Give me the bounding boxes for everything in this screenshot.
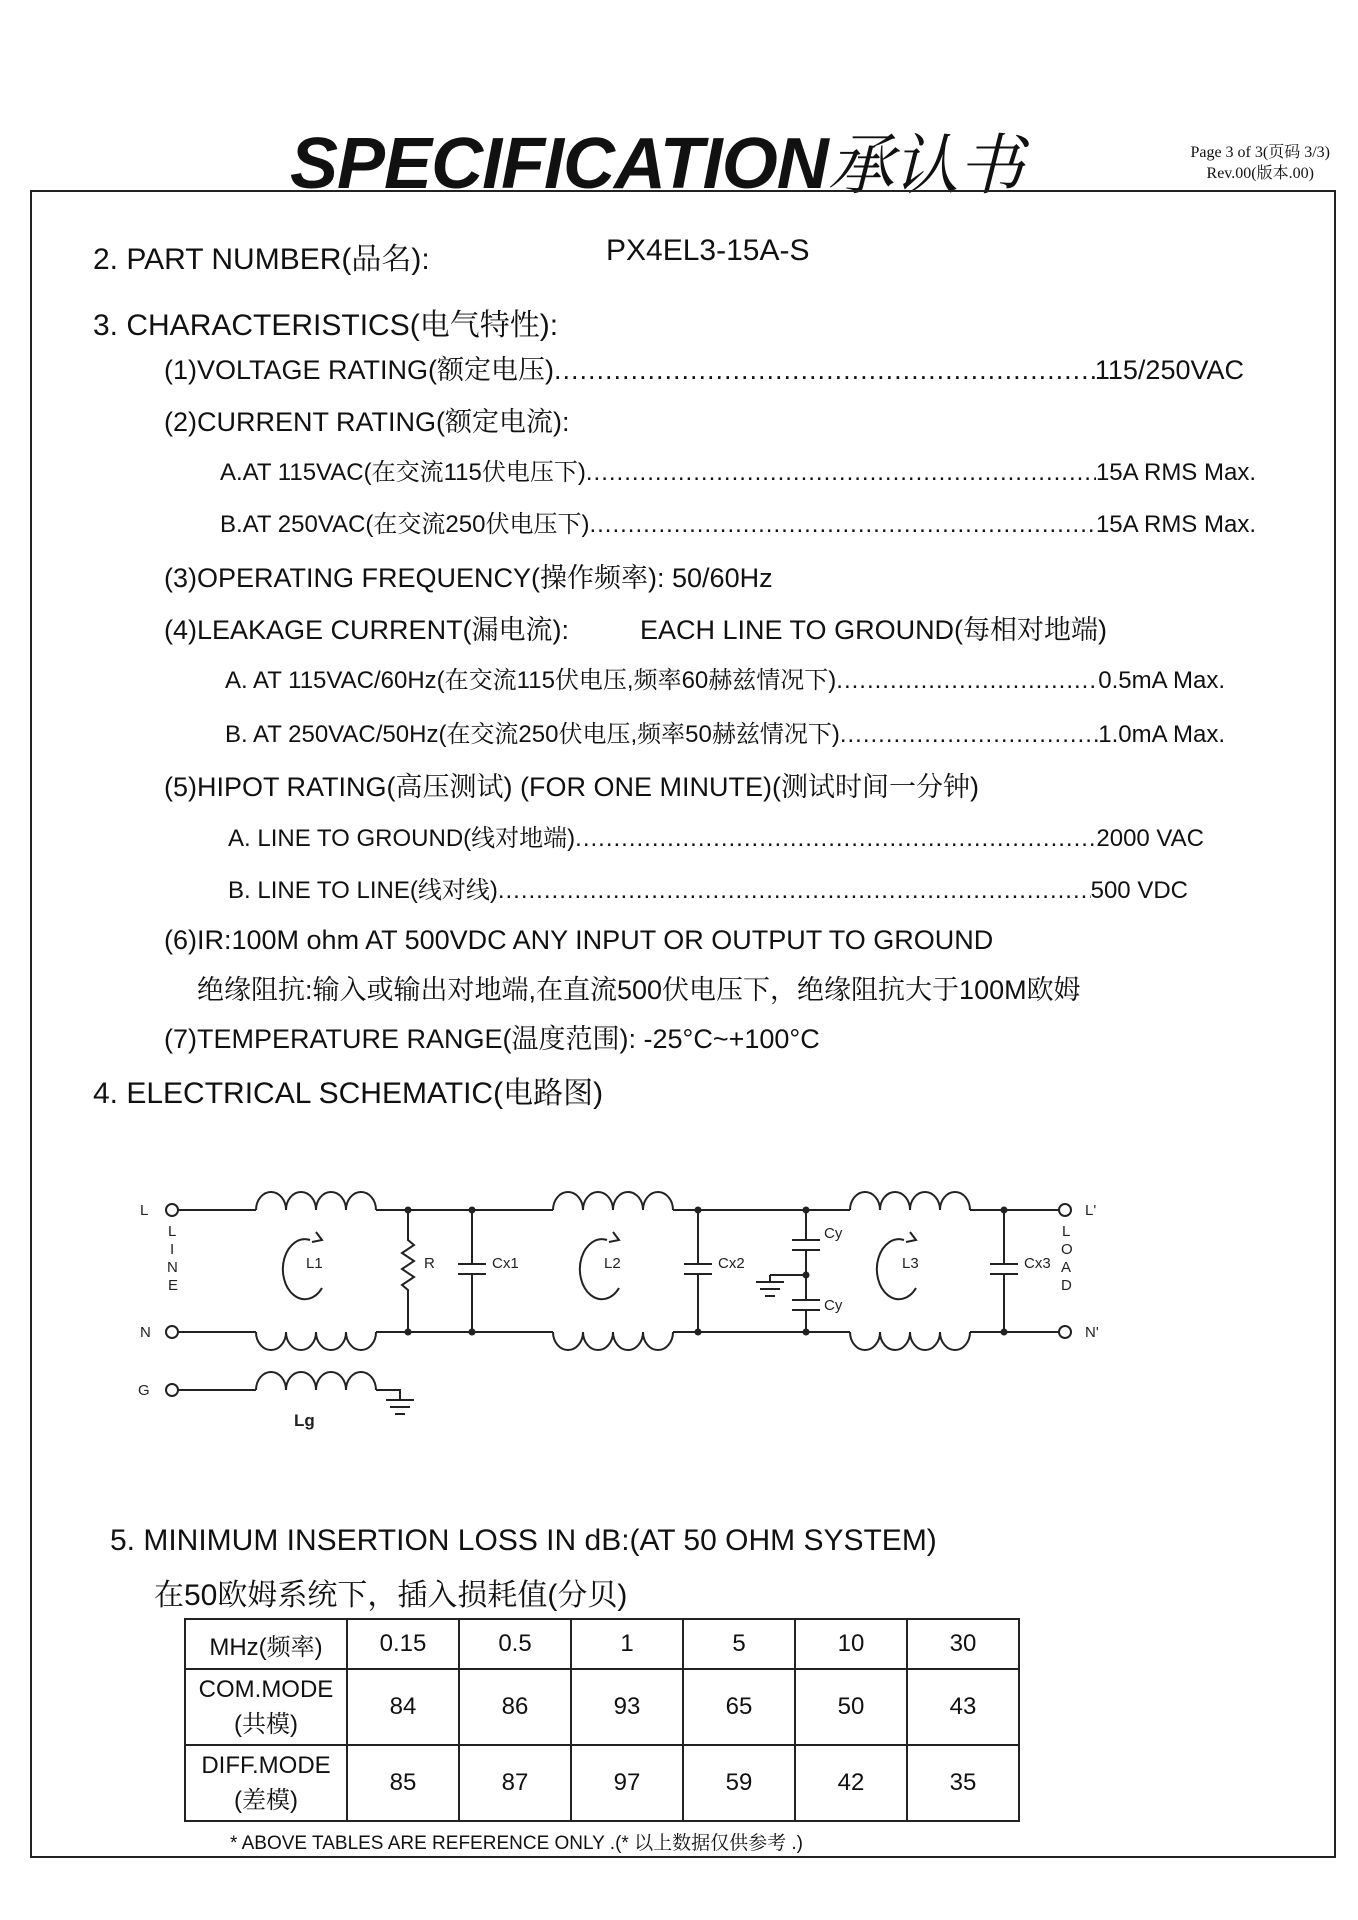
value-cell: 43	[907, 1669, 1019, 1745]
label-L3: L3	[902, 1255, 919, 1272]
header-label-cell: MHz(频率)	[185, 1619, 347, 1669]
label-line-2: I	[170, 1241, 175, 1258]
insertion-loss-heading: 5. MINIMUM INSERTION LOSS IN dB:(AT 50 OHM SYSTEM)	[110, 1524, 937, 1557]
part-number-value: PX4EL3-15A-S	[606, 234, 810, 267]
current-a-label: A.AT 115VAC(在交流115伏电压下)	[220, 459, 586, 486]
value-cell: 93	[571, 1669, 683, 1745]
label-line-4: E	[168, 1277, 179, 1294]
hipot-b-value: 500 VDC	[1090, 877, 1188, 904]
label-L2: L2	[604, 1255, 621, 1272]
hipot-a-label: A. LINE TO GROUND(线对地端)	[228, 825, 576, 852]
value-cell: 65	[683, 1669, 795, 1745]
hipot-b	[228, 870, 1188, 905]
hipot-heading: (5)HIPOT RATING(高压测试) (FOR ONE MINUTE)(测试时间一分钟)	[164, 772, 979, 802]
current-a-value: 15A RMS Max.	[1095, 459, 1256, 486]
freq-cell: 1	[571, 1619, 683, 1669]
value-cell: 59	[683, 1745, 795, 1821]
row-label-line1: DIFF.MODE	[201, 1751, 331, 1779]
value-cell: 97	[571, 1745, 683, 1821]
label-Cx1: Cx1	[492, 1255, 519, 1272]
leakage-heading: (4)LEAKAGE CURRENT(漏电流):	[164, 615, 570, 645]
hipot-a	[228, 818, 1204, 853]
voltage-value: 115/250VAC	[1094, 355, 1244, 385]
row-label-cell	[185, 1669, 347, 1745]
insertion-loss-table	[184, 1618, 1020, 1822]
label-Cy-bottom: Cy	[824, 1297, 843, 1314]
title-cn: 承认书	[827, 127, 1023, 204]
row-label-line1: COM.MODE	[198, 1675, 334, 1703]
table-row	[185, 1745, 1019, 1821]
hipot-b-label: B. LINE TO LINE(线对线)	[228, 877, 498, 904]
operating-frequency: (3)OPERATING FREQUENCY(操作频率): 50/60Hz	[164, 563, 773, 593]
label-load-3: A	[1061, 1259, 1072, 1276]
label-N-out: N'	[1085, 1324, 1099, 1341]
leakage-note: EACH LINE TO GROUND(每相对地端)	[640, 615, 1108, 645]
characteristics-heading: 3. CHARACTERISTICS(电气特性):	[93, 309, 559, 342]
label-G: G	[138, 1382, 150, 1399]
table-header-row	[185, 1619, 1019, 1669]
freq-cell: 0.5	[459, 1619, 571, 1669]
label-line-3: N	[167, 1259, 178, 1276]
label-Cy-top: Cy	[824, 1225, 843, 1242]
current-b-value: 15A RMS Max.	[1095, 511, 1256, 538]
freq-cell: 10	[795, 1619, 907, 1669]
current-a	[220, 452, 1256, 487]
row-label-line2: (共模)	[234, 1710, 298, 1738]
voltage-rating	[164, 348, 1244, 387]
label-L1: L1	[306, 1255, 323, 1272]
label-load-1: L	[1062, 1223, 1071, 1240]
insertion-loss-subheading: 在50欧姆系统下，插入损耗值(分贝)	[154, 1579, 628, 1612]
revision: Rev.00(版本.00)	[1206, 165, 1314, 182]
leakage-b-value: 1.0mA Max.	[1098, 721, 1225, 748]
value-cell: 87	[459, 1745, 571, 1821]
leakage-a-label: A. AT 115VAC/60Hz(在交流115伏电压,频率60赫兹情况下)	[225, 667, 837, 694]
current-b-label: B.AT 250VAC(在交流250伏电压下)	[220, 511, 590, 538]
schematic-heading: 4. ELECTRICAL SCHEMATIC(电路图)	[93, 1077, 604, 1110]
label-Cx3: Cx3	[1024, 1255, 1051, 1272]
label-load-2: O	[1061, 1241, 1073, 1258]
label-load-4: D	[1061, 1277, 1072, 1294]
page-info	[1190, 142, 1330, 184]
row-label-line2: (差模)	[234, 1786, 298, 1814]
value-cell: 50	[795, 1669, 907, 1745]
value-cell: 85	[347, 1745, 459, 1821]
electrical-schematic	[0, 1160, 1358, 1440]
ir-line1: (6)IR:100M ohm AT 500VDC ANY INPUT OR OUTPUT TO GROUND	[164, 925, 994, 955]
label-N: N	[140, 1324, 151, 1341]
label-L-out: L'	[1085, 1202, 1097, 1219]
label-R: R	[424, 1255, 435, 1272]
table-row	[185, 1669, 1019, 1745]
leakage-b	[225, 714, 1225, 749]
freq-cell: 5	[683, 1619, 795, 1669]
table-note: * ABOVE TABLES ARE REFERENCE ONLY .(* 以上数据仅供参考 .)	[230, 1833, 803, 1854]
part-number-label: 2. PART NUMBER(品名):	[93, 243, 430, 276]
leakage-a	[225, 660, 1225, 695]
freq-cell: 0.15	[347, 1619, 459, 1669]
schematic-labels	[138, 1202, 1099, 1430]
value-cell: 84	[347, 1669, 459, 1745]
leakage-b-label: B. AT 250VAC/50Hz(在交流250伏电压,频率50赫兹情况下)	[225, 721, 840, 748]
hipot-a-value: 2000 VAC	[1096, 825, 1204, 852]
label-Lg: Lg	[294, 1411, 315, 1430]
value-cell: 86	[459, 1669, 571, 1745]
voltage-label: (1)VOLTAGE RATING(额定电压)	[164, 355, 555, 385]
ir-line2: 绝缘阻抗:输入或输出对地端,在直流500伏电压下，绝缘阻抗大于100M欧姆	[197, 975, 1081, 1005]
input-terminals	[166, 1204, 1071, 1396]
title-en: SPECIFICATION	[290, 124, 828, 204]
label-L: L	[140, 1202, 149, 1219]
row-label-cell	[185, 1745, 347, 1821]
current-heading: (2)CURRENT RATING(额定电流):	[164, 407, 570, 437]
value-cell: 42	[795, 1745, 907, 1821]
leakage-a-value: 0.5mA Max.	[1098, 667, 1225, 694]
page-number: Page 3 of 3(页码 3/3)	[1190, 144, 1330, 161]
temperature-range: (7)TEMPERATURE RANGE(温度范围): -25°C~+100°C	[164, 1024, 820, 1054]
label-Cx2: Cx2	[718, 1255, 745, 1272]
label-line-1: L	[168, 1223, 177, 1240]
value-cell: 35	[907, 1745, 1019, 1821]
freq-cell: 30	[907, 1619, 1019, 1669]
current-b	[220, 504, 1256, 539]
